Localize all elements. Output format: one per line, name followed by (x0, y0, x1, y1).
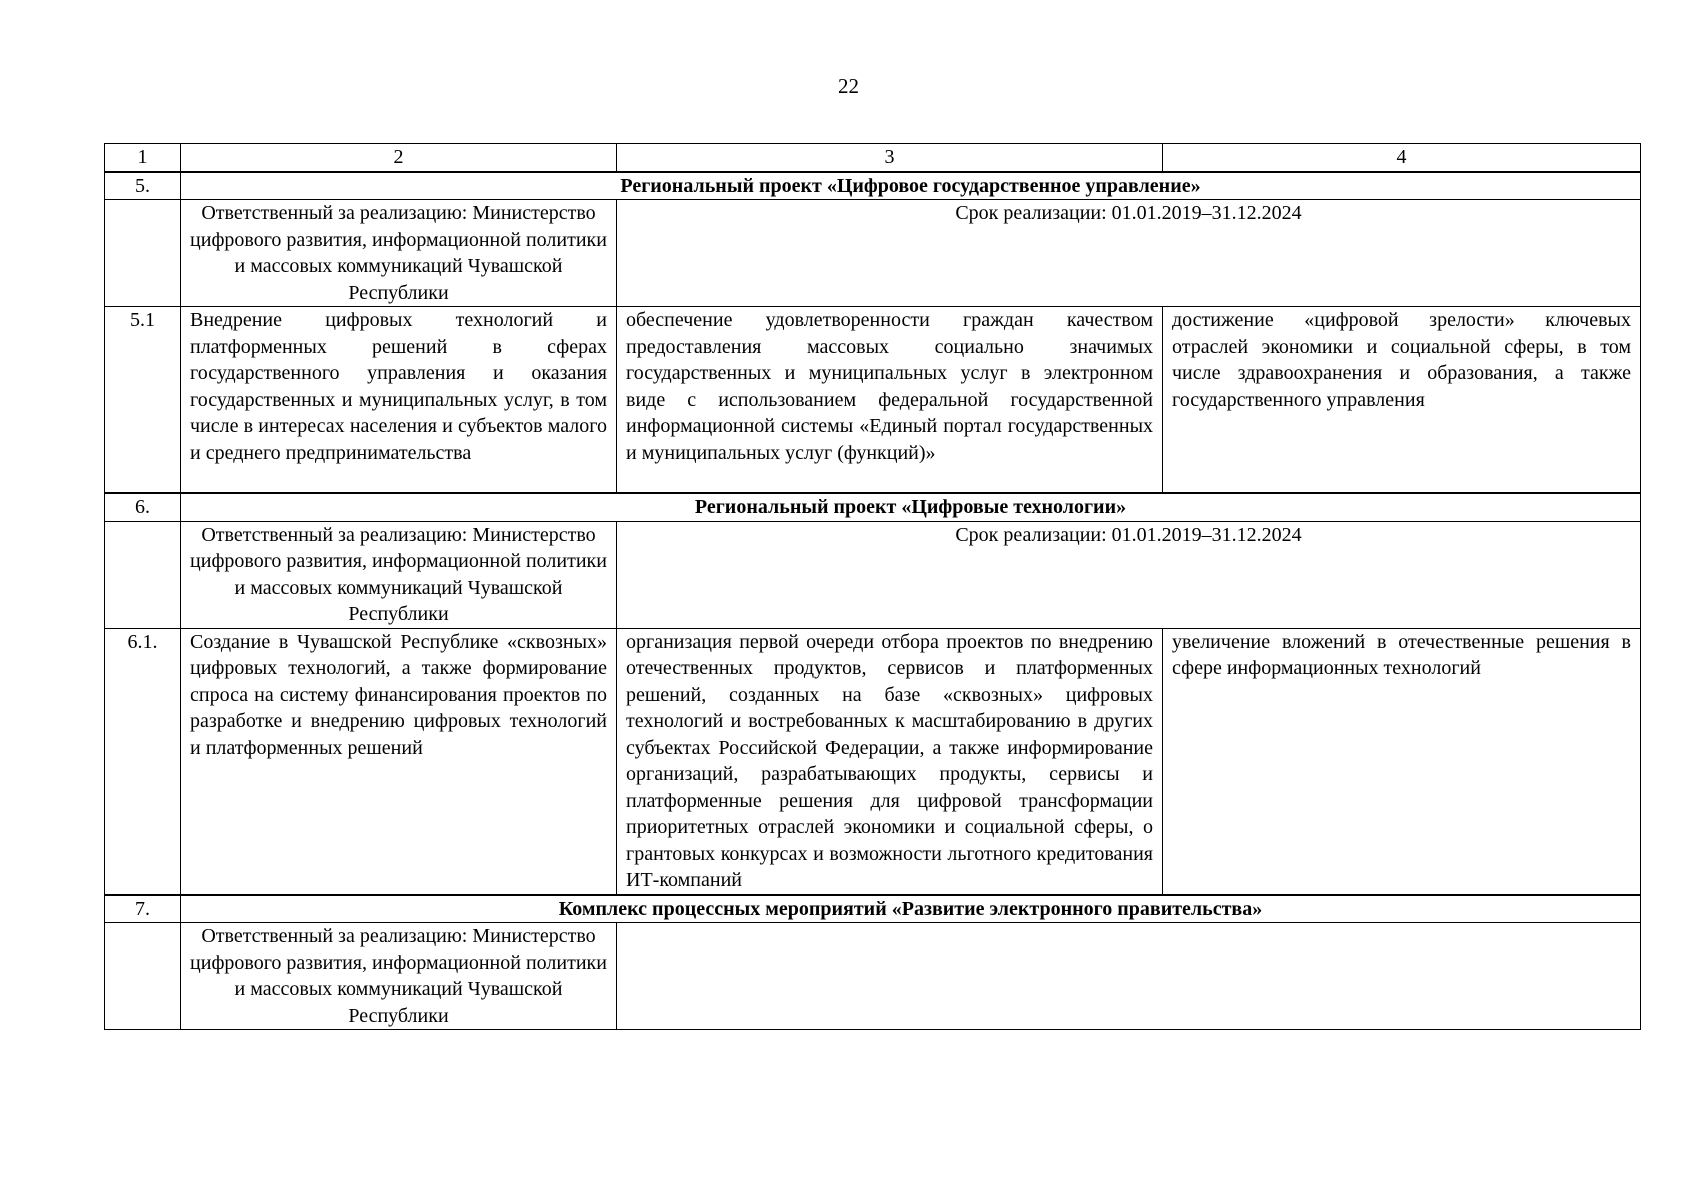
header-col-3: 3 (617, 144, 1163, 172)
section-number: 5. (105, 172, 181, 200)
header-row (105, 144, 1641, 172)
section-row (105, 493, 1641, 521)
section-title: Комплекс процессных мероприятий «Развитие электронного правительства» (181, 895, 1641, 923)
item-task: Создание в Чувашской Республике «сквозных» цифровых технологий, а также формирование спроса на систему финансирования проектов по разработке и внедрению цифровых технологий и платформенных решений (181, 628, 617, 895)
responsible-cell: Ответственный за реализацию: Министерство цифрового развития, информационной политики и массовых коммуникаций Чувашской Республики (181, 200, 617, 307)
period-cell: Срок реализации: 01.01.2019–31.12.2024 (617, 200, 1641, 307)
header-col-2: 2 (181, 144, 617, 172)
section-row (105, 895, 1641, 923)
section-number: 6. (105, 493, 181, 521)
item-task-text: Внедрение цифровых технологий и платформенных решений в сферах государственного управления и оказания государственных и муниципальных услуг, в том числе в интересах населения и субъектов малого и среднего предпринимательства (190, 309, 607, 464)
item-row (105, 307, 1641, 494)
page-number: 22 (838, 74, 859, 98)
empty-cell (105, 200, 181, 307)
period-cell: Срок реализации: 01.01.2019–31.12.2024 (617, 521, 1641, 628)
item-row (105, 628, 1641, 895)
section-row (105, 172, 1641, 200)
item-number: 5.1 (105, 307, 181, 494)
empty-cell (617, 923, 1641, 1030)
item-result: организация первой очереди отбора проектов по внедрению отечественных продуктов, сервисов и платформенных решений, созданных на базе «сквозных» цифровых технологий и востребованных к масштабированию в других субъектах Российской Федерации, а также информирование организаций, разрабатывающих продукты, сервисы и платформенные решения для цифровой трансформации приоритетных отраслей экономики и социальной сферы, о грантовых конкурсах и возможности льготного кредитования ИТ-компаний (617, 628, 1163, 895)
measures-table (104, 143, 1641, 1030)
empty-cell (105, 923, 181, 1030)
section-info-row (105, 923, 1641, 1030)
section-info-row (105, 200, 1641, 307)
item-number: 6.1. (105, 628, 181, 895)
section-info-row (105, 521, 1641, 628)
header-col-1: 1 (105, 144, 181, 172)
responsible-cell: Ответственный за реализацию: Министерство цифрового развития, информационной политики и массовых коммуникаций Чувашской Республики (181, 923, 617, 1030)
header-col-4: 4 (1163, 144, 1641, 172)
empty-cell (105, 521, 181, 628)
section-title: Региональный проект «Цифровое государственное управление» (181, 172, 1641, 200)
item-task (181, 307, 617, 494)
item-link: увеличение вложений в отечественные решения в сфере информационных технологий (1163, 628, 1641, 895)
item-link: достижение «цифровой зрелости» ключевых отраслей экономики и социальной сферы, в том числе здравоохранения и образования, а также государственного управления (1163, 307, 1641, 494)
section-number: 7. (105, 895, 181, 923)
section-title: Региональный проект «Цифровые технологии» (181, 493, 1641, 521)
responsible-cell: Ответственный за реализацию: Министерство цифрового развития, информационной политики и массовых коммуникаций Чувашской Республики (181, 521, 617, 628)
item-result: обеспечение удовлетворенности граждан качеством предоставления массовых социально значимых государственных и муниципальных услуг в электронном виде с использованием федеральной государственной информационной системы «Единый портал государственных и муниципальных услуг (функций)» (617, 307, 1163, 494)
